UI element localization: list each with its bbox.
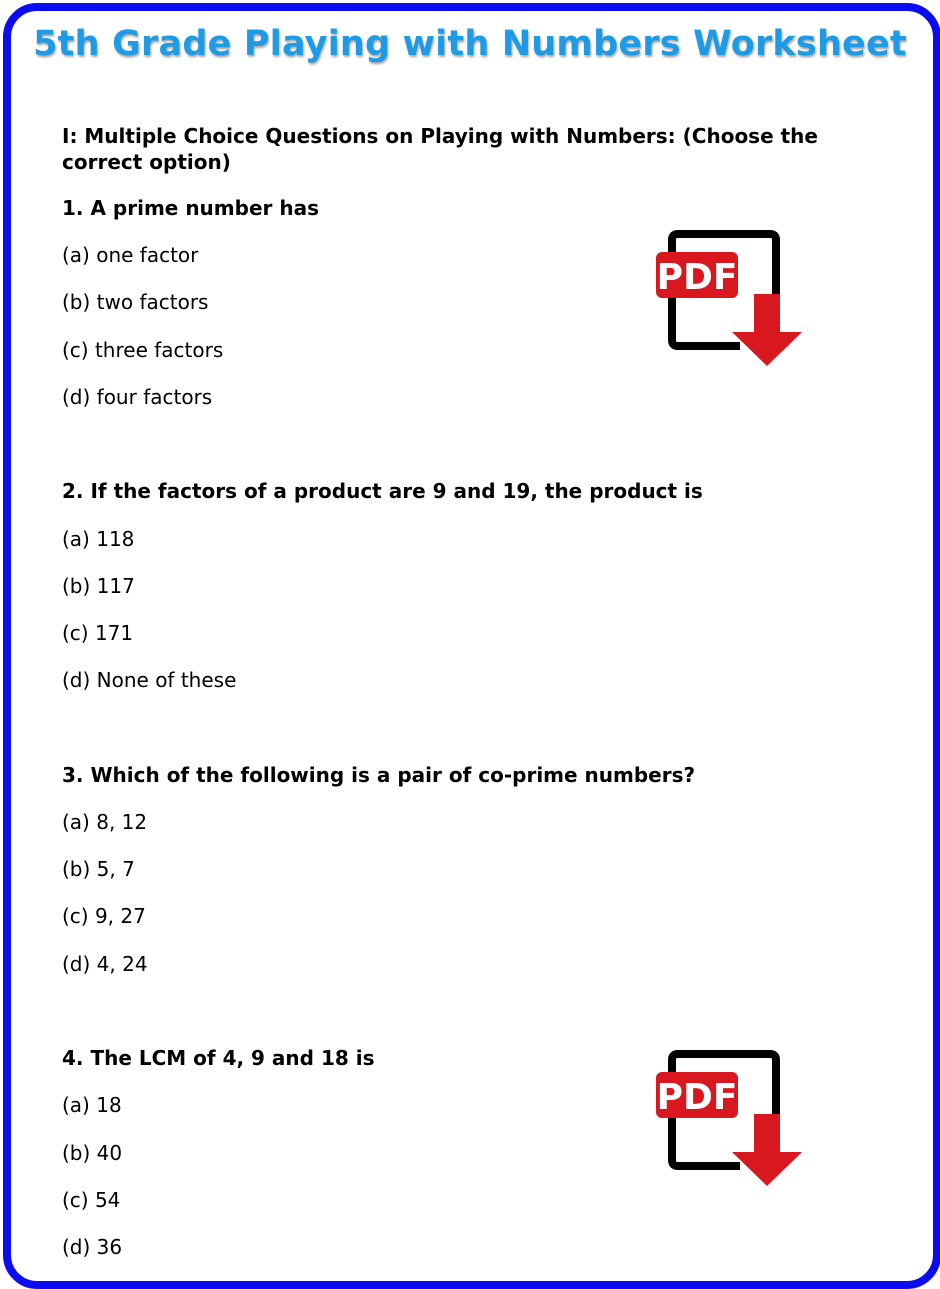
question-2-option-d: (d) None of these [62,668,237,692]
question-3-option-b: (b) 5, 7 [62,857,135,881]
worksheet-title: 5th Grade Playing with Numbers Worksheet [33,24,907,64]
question-1-option-b: (b) two factors [62,290,209,314]
question-2-option-c: (c) 171 [62,621,134,645]
pdf-download-icon[interactable] [654,228,804,368]
download-arrow-icon [732,1114,802,1186]
question-3-option-d: (d) 4, 24 [62,952,148,976]
pdf-label: PDF [656,1077,738,1118]
question-2-option-a: (a) 118 [62,527,135,551]
question-4-option-b: (b) 40 [62,1141,123,1165]
question-3-option-c: (c) 9, 27 [62,904,146,928]
question-1-option-c: (c) three factors [62,338,224,362]
pdf-download-icon[interactable] [654,1048,804,1188]
question-3-option-a: (a) 8, 12 [62,810,148,834]
question-1-option-a: (a) one factor [62,243,199,267]
question-3: 3. Which of the following is a pair of co-prime numbers? [62,763,696,787]
question-1: 1. A prime number has [62,196,319,220]
section-heading: I: Multiple Choice Questions on Playing with Numbers: (Choose the correct option) [62,124,818,174]
pdf-label: PDF [656,257,738,298]
question-2-option-b: (b) 117 [62,574,135,598]
question-4: 4. The LCM of 4, 9 and 18 is [62,1046,375,1070]
download-arrow-icon [732,294,802,366]
question-1-option-d: (d) four factors [62,385,213,409]
question-4-option-c: (c) 54 [62,1188,121,1212]
question-2: 2. If the factors of a product are 9 and 19, the product is [62,479,703,503]
question-4-option-d: (d) 36 [62,1235,123,1259]
question-4-option-a: (a) 18 [62,1093,122,1117]
